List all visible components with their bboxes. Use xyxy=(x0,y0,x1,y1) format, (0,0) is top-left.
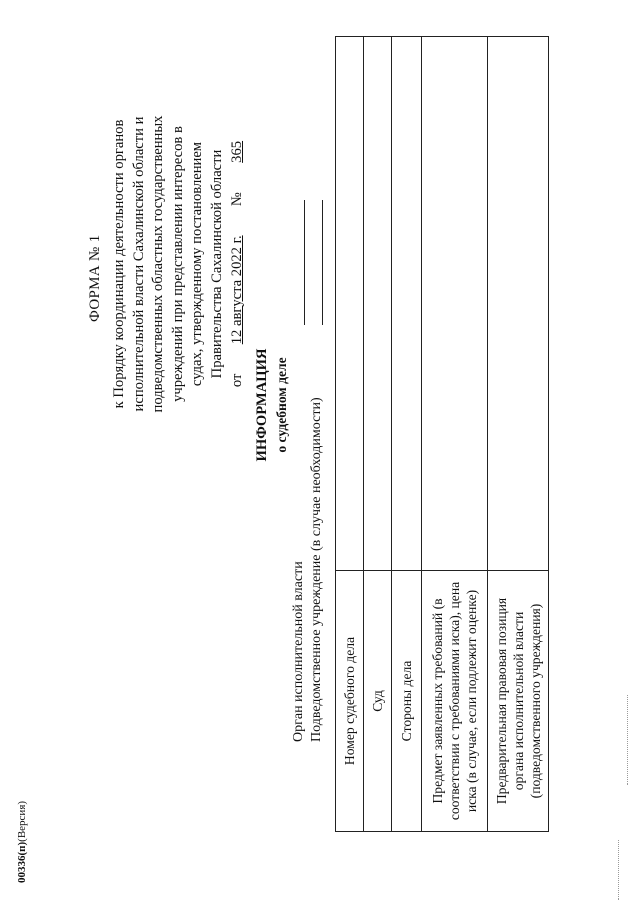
agency-line-subordinate: Подведомственное учреждение (в случае необходимости) xyxy=(309,397,324,742)
document-code-number: 00336(п) xyxy=(16,841,28,883)
approval-date-line xyxy=(228,23,248,505)
document-code xyxy=(16,801,28,883)
approval-line: подведомственных областных государственных xyxy=(150,115,167,413)
row-label-parties: Стороны дела xyxy=(392,571,422,832)
subordinate-blank-line xyxy=(322,200,323,325)
approval-number: 365 xyxy=(228,140,245,163)
approval-line: учреждений при представлении интересов в xyxy=(169,126,186,402)
row-label-case-number: Номер судебного дела xyxy=(336,571,364,832)
document-version: (Версия) xyxy=(16,800,28,842)
row-label-claims: Предмет заявленных требований (в соответствии с требованиями иска), цена иска (в случае, если подлежит оценке) xyxy=(422,571,488,832)
row-value-parties xyxy=(392,37,422,571)
date-prefix: от xyxy=(228,373,245,388)
document-title: ИНФОРМАЦИЯ xyxy=(254,348,270,462)
form-title: ФОРМА № 1 xyxy=(87,234,103,322)
table-row xyxy=(488,37,549,832)
row-label-court: Суд xyxy=(364,571,392,832)
scan-edge-mark xyxy=(618,840,619,900)
authority-blank-line xyxy=(304,200,305,325)
row-value-legal-position xyxy=(488,37,549,571)
approval-line: судах, утвержденному постановлением xyxy=(189,141,206,387)
agency-line-authority: Орган исполнительной власти xyxy=(291,561,306,742)
row-label-legal-position: Предварительная правовая позиция органа исполнительной власти (подведомственного учреждения) xyxy=(488,571,549,832)
row-value-case-number xyxy=(336,37,364,571)
table-row xyxy=(392,37,422,832)
document-subtitle: о судебном деле xyxy=(274,357,289,453)
table-row xyxy=(336,37,364,832)
table-row xyxy=(364,37,392,832)
number-prefix: № xyxy=(228,192,245,207)
scan-edge-mark xyxy=(627,695,628,785)
approval-reference xyxy=(110,23,247,505)
table-row xyxy=(422,37,488,832)
row-value-court xyxy=(364,37,392,571)
agency-block xyxy=(290,397,326,742)
approval-line: к Порядку координации деятельности органов xyxy=(111,119,127,409)
case-info-table xyxy=(335,36,549,832)
row-value-claims xyxy=(422,37,488,571)
approval-line: исполнительной власти Сахалинской области и xyxy=(130,116,147,412)
approval-date: 12 августа 2022 г. xyxy=(228,235,245,345)
approval-line: Правительства Сахалинской области xyxy=(208,149,225,379)
